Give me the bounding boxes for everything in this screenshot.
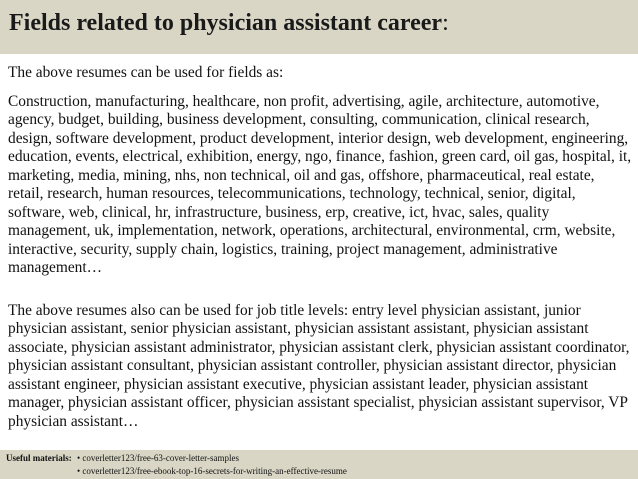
intro-text: The above resumes can be used for fields as: [8,64,284,81]
fields-paragraph: Construction, manufacturing, healthcare, non profit, advertising, agile, architecture, automotive, agency, budget, building, business development, consulting, communication, clinical research, design, software development, product development, interior design, web development, engineering, education, events, electrical, exhibition, energy, ngo, finance, fashion, green card, oil gas, hospital, it, marketing, media, mining, nhs, non technical, oil and gas, offshore, pharmaceutical, real estate, retail, research, human resources, telecommunications, technology, technical, senior, digital, software, web, clinical, hr, infrastructure, business, erp, creative, ict, hvac, sales, quality management, uk, implementation, network, operations, architectural, environmental, crm, website, interactive, security, supply chain, logistics, training, project management, administrative management… [8,93,632,277]
footer-bar [0,450,638,479]
cover-letter-samples-link[interactable]: • coverletter123/free-63-cover-letter-samples [77,453,239,463]
useful-materials-label: Useful materials: [6,453,72,463]
page-title [9,8,449,38]
title-bar [0,0,638,54]
page-title-colon: : [442,10,449,36]
ebook-resume-secrets-link[interactable]: • coverletter123/free-ebook-top-16-secrets-for-writing-an-effective-resume [77,466,347,476]
page-title-text: Fields related to physician assistant career [9,10,443,36]
job-levels-paragraph: The above resumes also can be used for job title levels: entry level physician assistant, junior physician assistant, senior physician assistant, physician assistant assistant, physician assistant associate, physician assistant administrator, physician assistant clerk, physician assistant coordinator, physician assistant consultant, physician assistant controller, physician assistant director, physician assistant engineer, physician assistant executive, physician assistant leader, physician assistant manager, physician assistant officer, physician assistant specialist, physician assistant supervisor, VP physician assistant… [8,302,630,430]
